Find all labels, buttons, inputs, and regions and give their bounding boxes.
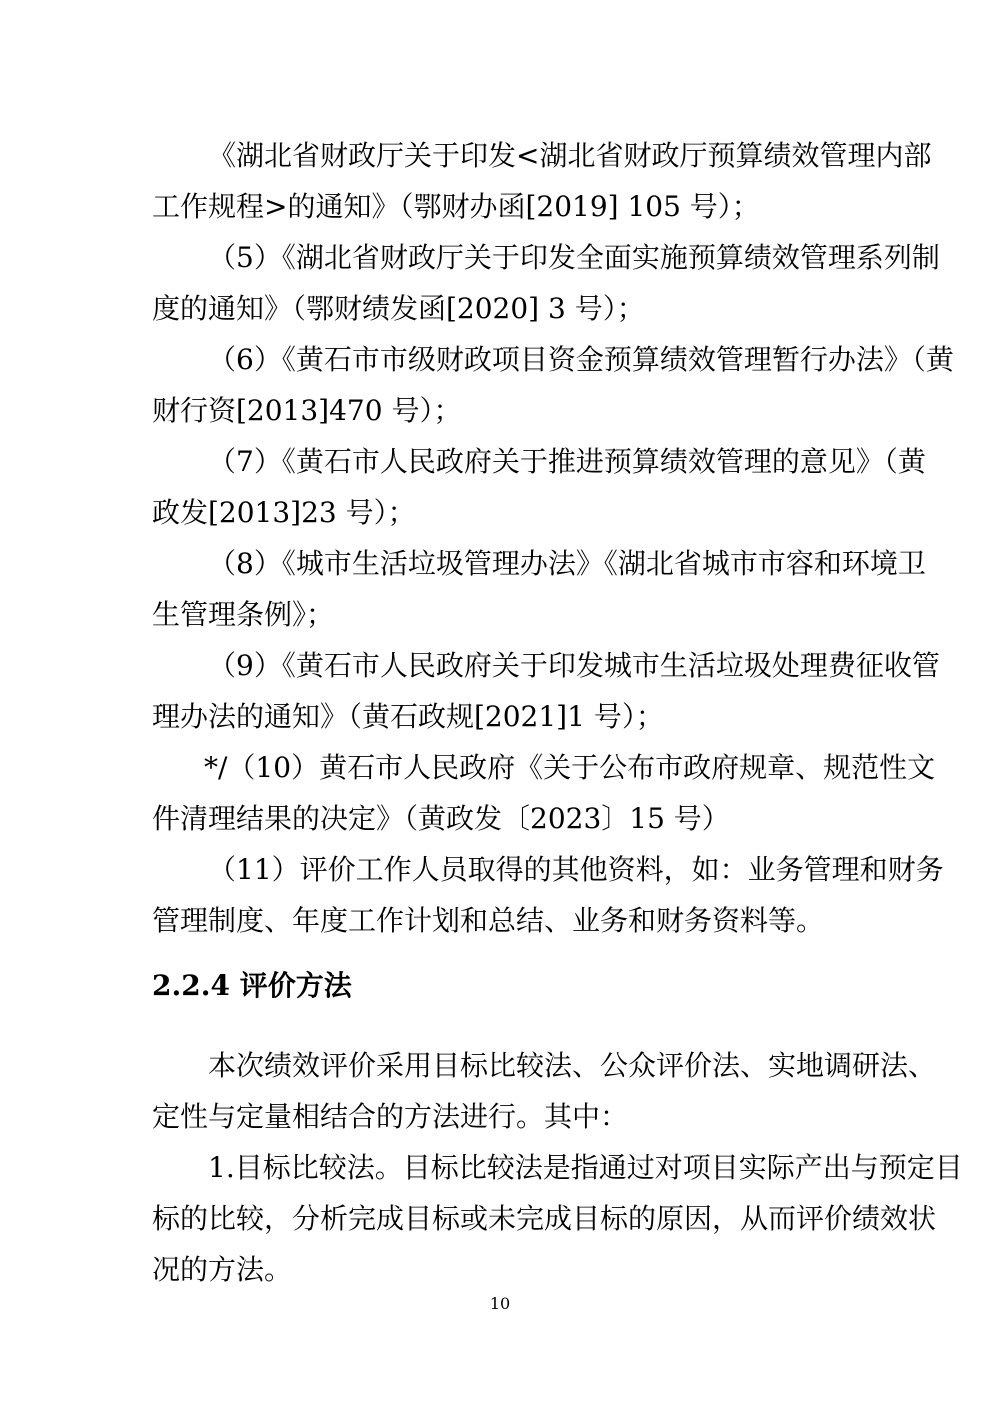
paragraph-line: 理办法的通知》（黄石政规[2021]1 号）；	[152, 700, 664, 733]
paragraph-line: 度的通知》（鄂财绩发函[2020] 3 号）；	[152, 292, 645, 325]
paragraph-line: 本次绩效评价采用目标比较法、公众评价法、实地调研法、	[208, 1049, 937, 1082]
paragraph-line: （5）《湖北省财政厅关于印发全面实施预算绩效管理系列制	[208, 241, 940, 274]
page-number: 10	[489, 1294, 511, 1313]
paragraph-line: */（10）黄石市人民政府《关于公布市政府规章、规范性文	[204, 751, 936, 784]
paragraph-line: （6）《黄石市市级财政项目资金预算绩效管理暂行办法》（黄	[208, 343, 954, 376]
paragraph-line: （8）《城市生活垃圾管理办法》《湖北省城市市容和环境卫	[208, 547, 926, 580]
paragraph-line: （9）《黄石市人民政府关于印发城市生活垃圾处理费征收管	[208, 649, 940, 682]
paragraph-line: 件清理结果的决定》（黄政发〔2023〕15 号）	[152, 802, 730, 835]
paragraph-line: 1.目标比较法。目标比较法是指通过对项目实际产出与预定目	[208, 1151, 963, 1184]
paragraph-line: 工作规程>的通知》（鄂财办函[2019] 105 号）；	[152, 190, 760, 223]
paragraph-line: 标的比较，分析完成目标或未完成目标的原因，从而评价绩效状	[152, 1202, 937, 1235]
paragraph-line: 定性与定量相结合的方法进行。其中：	[152, 1100, 629, 1133]
paragraph-line: 况的方法。	[152, 1253, 293, 1286]
paragraph-line: （11）评价工作人员取得的其他资料，如：业务管理和财务	[208, 853, 944, 886]
paragraph-line: 《湖北省财政厅关于印发<湖北省财政厅预算绩效管理内部	[208, 139, 932, 172]
paragraph-line: 政发[2013]23 号）；	[152, 496, 416, 529]
paragraph-line: 财行资[2013]470 号）；	[152, 394, 462, 427]
section-heading: 2.2.4 评价方法	[152, 969, 352, 1002]
paragraph-line: 管理制度、年度工作计划和总结、业务和财务资料等。	[152, 904, 825, 937]
paragraph-line: 生管理条例》；	[152, 598, 335, 631]
paragraph-line: （7）《黄石市人民政府关于推进预算绩效管理的意见》（黄	[208, 445, 926, 478]
